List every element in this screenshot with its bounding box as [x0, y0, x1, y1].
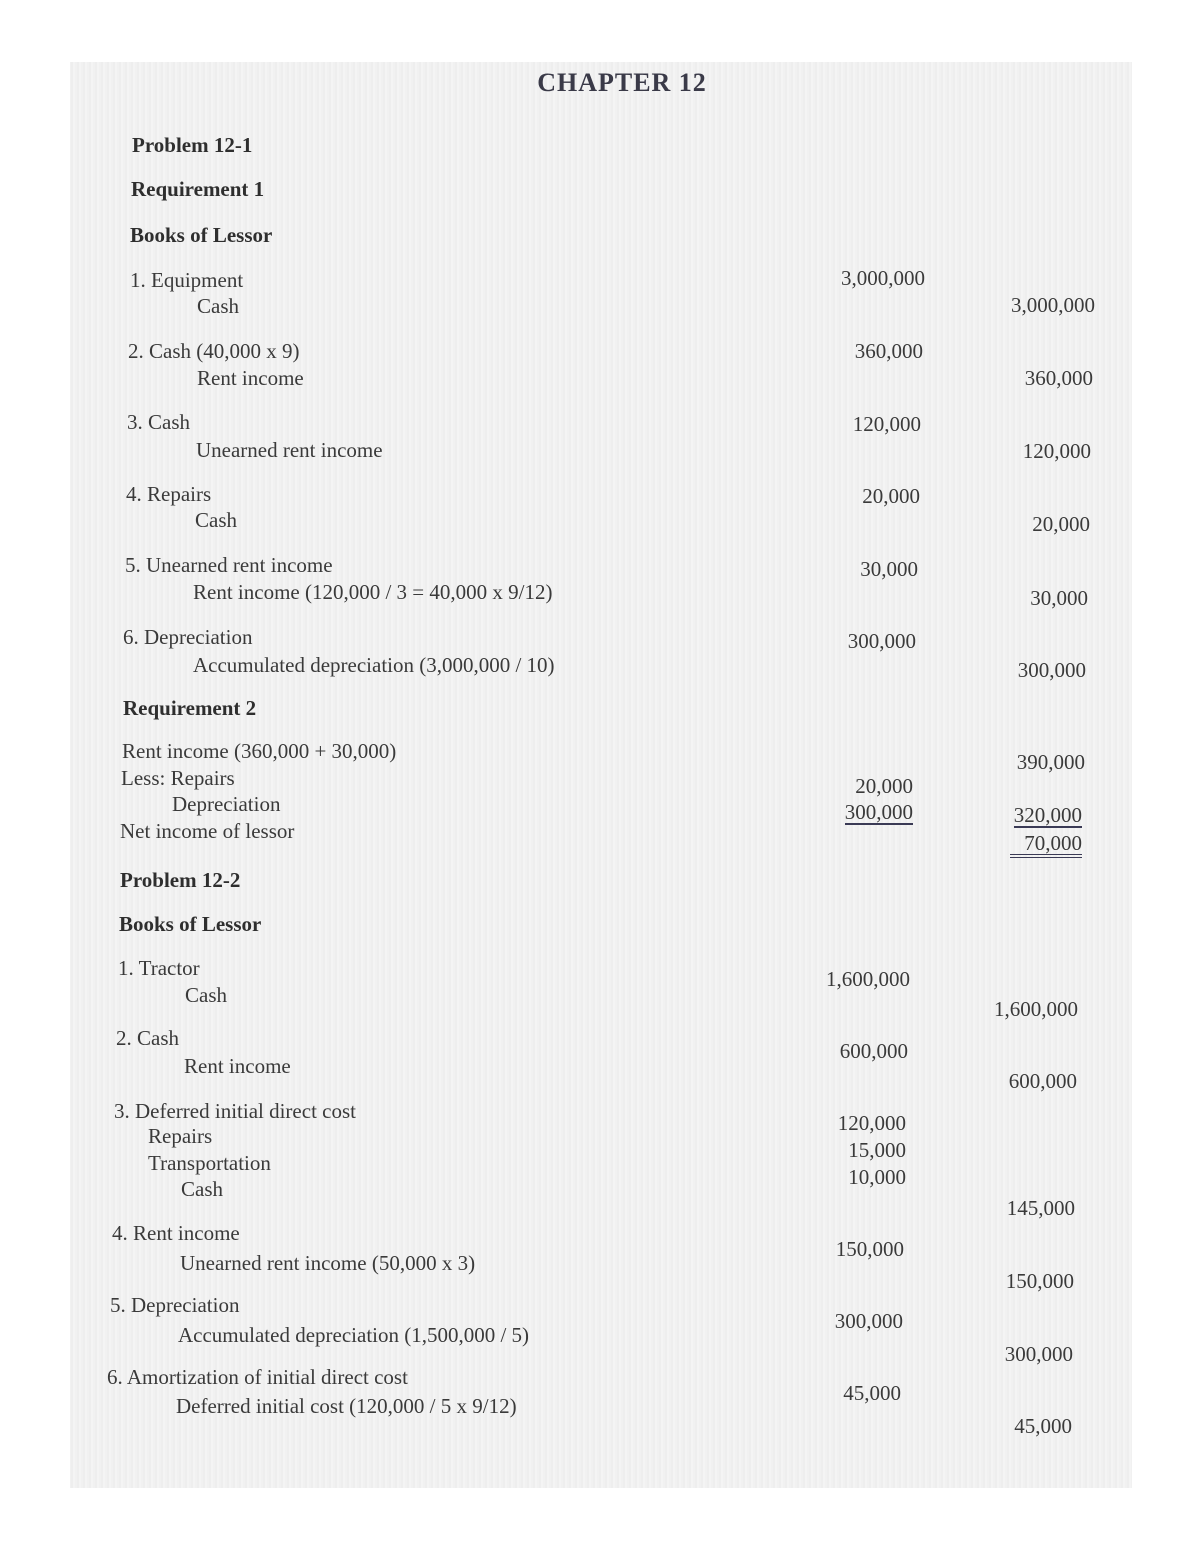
- debit-account: 6. Depreciation: [123, 625, 253, 649]
- debit-account: 5. Depreciation: [110, 1293, 240, 1317]
- debit-account: 1. Equipment: [130, 268, 244, 292]
- credit-amount: 20,000: [1032, 512, 1090, 536]
- credit-account: Cash: [185, 983, 227, 1007]
- credit-amount: 150,000: [1005, 1269, 1074, 1293]
- income-line-label: Less: Repairs: [121, 766, 235, 790]
- debit-amount: 360,000: [854, 339, 923, 363]
- income-line-label: Rent income (360,000 + 30,000): [122, 739, 397, 763]
- credit-account: Accumulated depreciation (3,000,000 / 10): [193, 653, 555, 677]
- section-heading: Books of Lessor: [119, 912, 262, 936]
- credit-amount: 300,000: [1017, 658, 1086, 682]
- debit-amount: 30,000: [860, 557, 918, 581]
- credit-amount: 1,600,000: [994, 997, 1078, 1021]
- debit-amount: 45,000: [843, 1381, 901, 1405]
- debit-account: 1. Tractor: [118, 956, 200, 980]
- debit-account: 5. Unearned rent income: [125, 553, 333, 577]
- requirement-heading: Requirement 1: [131, 177, 265, 201]
- debit-account: Repairs: [148, 1124, 213, 1148]
- debit-account: 3. Deferred initial direct cost: [114, 1099, 356, 1123]
- credit-account: Rent income (120,000 / 3 = 40,000 x 9/12): [193, 580, 553, 604]
- debit-amount: 3,000,000: [841, 266, 925, 290]
- debit-account: 4. Repairs: [126, 482, 212, 506]
- debit-amount: 150,000: [835, 1237, 904, 1261]
- debit-amount: 1,600,000: [826, 967, 910, 991]
- debit-account: 6. Amortization of initial direct cost: [107, 1365, 408, 1389]
- debit-amount: 120,000: [837, 1111, 906, 1135]
- debit-amount: 20,000: [862, 484, 920, 508]
- credit-amount: 45,000: [1014, 1414, 1072, 1438]
- income-line-label: Depreciation: [172, 792, 281, 816]
- section-heading: Books of Lessor: [130, 223, 273, 247]
- credit-account: Rent income: [184, 1054, 291, 1078]
- credit-amount: 600,000: [1008, 1069, 1077, 1093]
- net-income-value: 70,000: [1010, 832, 1082, 858]
- credit-amount: 300,000: [1004, 1342, 1073, 1366]
- credit-account: Unearned rent income: [196, 438, 383, 462]
- income-line-value: 300,000: [844, 800, 913, 824]
- credit-account: Unearned rent income (50,000 x 3): [180, 1251, 476, 1275]
- problem-heading: Problem 12-2: [120, 868, 241, 892]
- income-line-value: 20,000: [855, 774, 913, 798]
- total-expenses-value: 320,000: [1013, 803, 1082, 827]
- credit-account: Deferred initial cost (120,000 / 5 x 9/12): [176, 1394, 517, 1418]
- debit-amount: 300,000: [834, 1309, 903, 1333]
- credit-amount: 145,000: [1006, 1196, 1075, 1220]
- problem-heading: Problem 12-1: [132, 133, 253, 157]
- credit-account: Cash: [181, 1177, 223, 1201]
- debit-account: Transportation: [148, 1151, 271, 1175]
- debit-amount: 600,000: [839, 1039, 908, 1063]
- credit-account: Rent income: [197, 366, 304, 390]
- credit-amount: 30,000: [1030, 586, 1088, 610]
- credit-account: Cash: [195, 508, 237, 532]
- debit-amount: 300,000: [847, 629, 916, 653]
- debit-amount: 10,000: [848, 1165, 906, 1189]
- debit-amount: 120,000: [852, 412, 921, 436]
- credit-amount: 3,000,000: [1011, 293, 1095, 317]
- debit-account: 3. Cash: [127, 410, 190, 434]
- credit-amount: 120,000: [1022, 439, 1091, 463]
- chapter-title: CHAPTER 12: [537, 68, 707, 97]
- debit-account: 2. Cash: [116, 1026, 179, 1050]
- debit-account: 2. Cash (40,000 x 9): [128, 339, 300, 363]
- debit-amount: 15,000: [848, 1138, 906, 1162]
- income-line-label: Net income of lessor: [120, 819, 295, 843]
- debit-account: 4. Rent income: [112, 1221, 240, 1245]
- income-line-value: 390,000: [1016, 750, 1085, 774]
- credit-amount: 360,000: [1024, 366, 1093, 390]
- requirement-heading: Requirement 2: [123, 696, 257, 720]
- credit-account: Accumulated depreciation (1,500,000 / 5): [178, 1323, 530, 1347]
- credit-account: Cash: [197, 294, 239, 318]
